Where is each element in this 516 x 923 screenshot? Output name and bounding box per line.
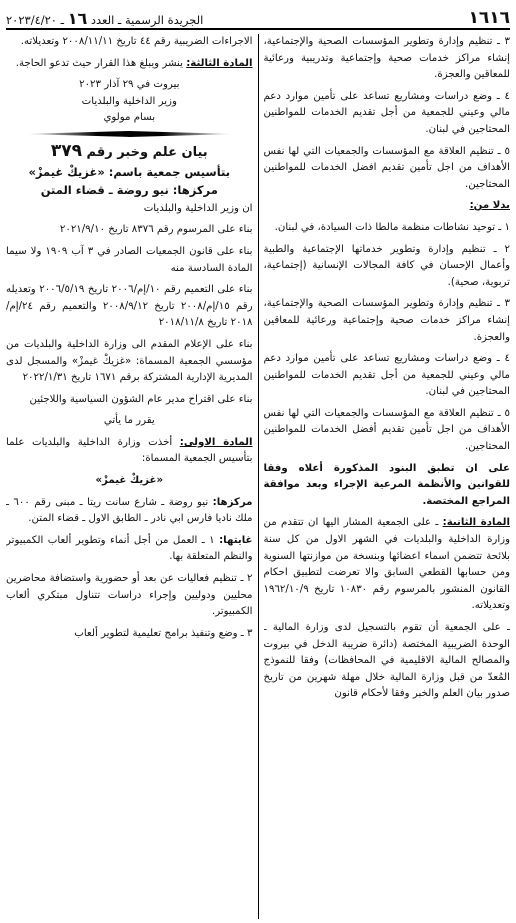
page-number: ١٦١٦ <box>468 8 510 28</box>
decision-line: يقرر ما يأتي <box>103 415 155 427</box>
association-name: «غزيكْ غيمزْ» <box>95 475 164 487</box>
center-label: مركزها: <box>212 496 253 508</box>
notice-title-prefix: بيان علم وخبر رقم <box>86 144 208 160</box>
article-text: ينشر ويبلغ هذا القرار حيث تدعو الحاجة. <box>15 57 183 69</box>
bold-paragraph: على ان تطبق البنود المذكورة أعلاه وفقا للقوانين والأنظمة المرعية الإجراء وبعد موافقة المراجع المختصة. <box>263 462 510 507</box>
paragraph: ١ ـ توحيد نشاطات منظمة مالطا ذات السيادة، في لبنان. <box>274 221 510 233</box>
left-column <box>6 34 253 919</box>
notice-location: مركزها: نيو روضة ـ قضاء المتن <box>40 183 218 198</box>
journal-title <box>6 9 203 28</box>
paragraph: بناء على اقتراح مدير عام الشؤون السياسية واللاجئين <box>29 393 253 405</box>
paragraph: بناء على التعميم رقم ١٠/إم/٢٠٠٦ تاريخ ٢٠٠٦/٥/١٩ وتعديله رقم ١٥/إم/٢٠٠٨ تاريخ ٢٠٠٨/٩/١٢ والتعميم رقم ٢٤/إم/٢٠١٨ تاريخ ٢٠١٨/١١/٨ <box>6 284 253 329</box>
section-divider <box>24 131 235 137</box>
page-header <box>6 4 510 30</box>
paragraph: بناء على قانون الجمعيات الصادر في ٣ آب ١٩٠٩ ولا سيما المادة السادسة منه <box>6 245 253 274</box>
signature-date: بيروت في ٢٩ آذار ٢٠٢٣ <box>79 79 180 91</box>
article-text: أخذت وزارة الداخلية والبلديات علما بتأسيس الجمعية المسماة: <box>6 436 253 465</box>
article-2 <box>264 515 511 615</box>
paragraph: ٥ ـ تنظيم العلاقة مع المؤسسات والجمعيات التي لها نفس الأهداف من اجل تأمين تقديم افضل الخدمات للمواطنين المحتاجين. <box>263 145 510 190</box>
goals-text: ١ ـ العمل من أجل أنماء وتطوير ألعاب الكمبيوتر والنظم المتعلقة بها. <box>6 534 253 563</box>
goals-label: غايتها: <box>219 534 253 546</box>
issue-number: ١٦ <box>67 9 88 28</box>
paragraph: ٣ ـ وضع وتنفيذ برامج تعليمية لتطوير ألعاب <box>74 627 253 639</box>
article-text: ـ على الجمعية المشار اليها ان تتقدم من وزارة الداخلية والبلديات في الشهر الاول من كل سنة بلائحة تتضمن اسماء اعضائها وبنسخة من موازنتها السنوية ومن حسابها القطعي السابق والا تعرضت لتطبيق احكام القانون المنشور بالمرسوم رقم ١٠٨٣٠ تاريخ ١٩٦٢/١٠/٩ وتعديلاته. <box>263 517 510 612</box>
paragraph: ٤ ـ وضع دراسات ومشاريع تساعد على تأمين موارد دعم مالي وعيني للجمعية من أجل تقديم الخدمات للمواطنين المحتاجين في لبنان. <box>263 353 510 398</box>
article-label: المادة الاولى: <box>179 436 253 448</box>
paragraph: بناء على المرسوم رقم ٨٣٧٦ تاريخ ٢٠٢١/٩/١٠ <box>59 224 253 236</box>
article-label: المادة الثانية: <box>442 517 510 529</box>
columns <box>6 34 510 919</box>
article-3 <box>6 56 253 73</box>
paragraph: ـ على الجمعية أن تقوم بالتسجيل لدى وزارة المالية ـ الوحدة الضريبية المختصة (دائرة ضريبة الدخل في بيروت والمصالح المالية الاقليمية في المحافظات) وفقا للنموذج المُعدّ من قبل وزارة المالية خلال مهلة شهرين من تاريخ صدور بيان العلم والخبر وفقا لأحكام قانون <box>263 622 510 700</box>
signature-title: وزير الداخلية والبلديات <box>81 95 177 107</box>
paragraph: ٥ ـ تنظيم العلاقة مع المؤسسات والجمعيات التي لها نفس الأهداف من اجل تأمين تقديم أفضل الخدمات للمواطنين المحتاجين. <box>263 407 510 453</box>
notice-subtitle: بتأسيس جمعية باسم: «غزيكْ غيمزْ» <box>28 164 231 179</box>
paragraph: بناء على الإعلام المقدم الى وزارة الداخلية والبلديات من مؤسسي الجمعية المسماة: «غزيكْ غيمزْ» والمسجل لدى المديرية الإدارية المشتركة برقم ١٦٧١ تاريخ ٢٠٢٢/١/٣١ <box>6 338 253 384</box>
center-text: نيو روضة ـ شارع سانت ريتا ـ مبنى رقم ٦٠٠ ـ ملك ناديا فارس ابي نادر ـ الطابق الاول ـ قضاء المتن. <box>6 496 253 525</box>
association-goals <box>6 533 253 566</box>
article-1 <box>6 435 253 468</box>
column-divider <box>258 34 259 919</box>
paragraph: ٣ ـ تنظيم وإدارة وتطوير المؤسسات الصحية والإجتماعية، إنشاء مراكز خدمات صحية وإجتماعية ورعائية للمعاقين والعجزة. <box>263 298 510 343</box>
paragraph: ٢ ـ تنظيم وإدارة وتطوير خدماتها الإجتماعية والطبية وأعمال الإحسان في كافة المجالات الإنسانية (إجتماعية، تربوية، صحية). <box>263 243 510 288</box>
paragraph: ٤ ـ وضع دراسات ومشاريع تساعد على تأمين موارد دعم مالي وعيني للجمعية من أجل تقديم الخدمات للمواطنين المحتاجين في لبنان. <box>263 90 510 135</box>
signature-name: بسام مولوي <box>103 112 156 124</box>
issue-date: ـ ٢٠٢٣/٤/٢٠ <box>6 13 65 27</box>
paragraph: ان وزير الداخلية والبلديات <box>143 202 253 214</box>
paragraph: ٢ ـ تنظيم فعاليات عن بعد أو حضورية واستضافة محاضرين محليين ودوليين وإجراء دراسات تتناول مبتكري ألعاب الكمبيوتر. <box>6 573 253 618</box>
article-label: المادة الثالثة: <box>186 57 253 69</box>
instead-heading: بدلا من: <box>469 200 510 212</box>
paragraph: ٣ ـ تنظيم وإدارة وتطوير المؤسسات الصحية والإجتماعية، إنشاء مراكز خدمات صحية وإجتماعية وتدريبية ورعائية للمعاقين والعجزة. <box>263 36 510 81</box>
paragraph: الاجراءات الضريبية رقم ٤٤ تاريخ ٢٠٠٨/١١/١١ وتعديلاته. <box>20 36 253 47</box>
right-column <box>264 34 511 919</box>
association-center <box>6 495 253 528</box>
notice-number: ٣٧٩ <box>50 140 82 161</box>
journal-name: الجريدة الرسمية ـ العدد <box>90 13 204 27</box>
notice-title <box>6 140 253 162</box>
